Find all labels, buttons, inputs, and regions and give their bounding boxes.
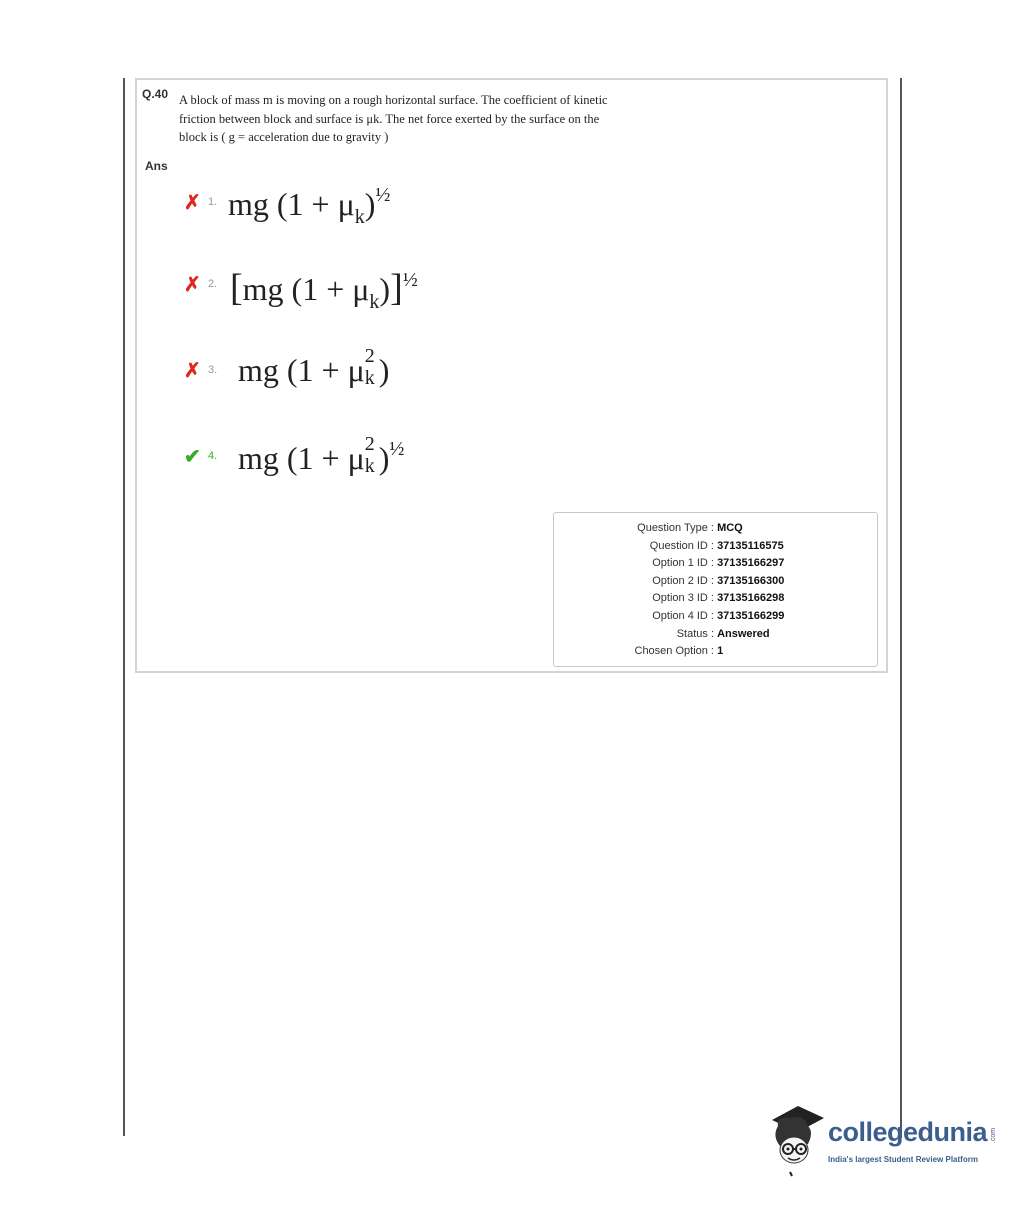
- wrong-icon: ✗: [184, 360, 201, 382]
- option-expression: mg $(1 + \mu_k)^{\frac{1}{2}}$: [228, 184, 391, 228]
- detail-row: Question ID : 37135116575: [649, 540, 784, 552]
- answer-label: Ans: [145, 159, 168, 173]
- detail-row: Option 4 ID : 37135166299: [652, 610, 785, 622]
- option-number: 3.: [208, 364, 218, 376]
- question-text-line: A block of mass m is moving on a rough horizontal surface. The coefficient of kinetic: [179, 93, 608, 107]
- collegedunia-logo: [768, 1102, 998, 1182]
- page-border-right: [900, 78, 902, 1138]
- option-expression: mg (1 + μ 2 k ): [238, 344, 390, 389]
- page-border-left: [123, 78, 125, 1136]
- detail-row: Option 3 ID : 37135166298: [652, 592, 785, 604]
- wrong-icon: ✗: [184, 192, 201, 214]
- question-text: [179, 91, 659, 147]
- detail-row: Status : Answered: [676, 628, 770, 640]
- brand-suffix: .com: [990, 1127, 998, 1144]
- brand-name: collegedunia: [828, 1117, 988, 1147]
- detail-row: Chosen Option : 1: [634, 645, 724, 657]
- option-number: 2.: [208, 278, 218, 290]
- question-number: Q.40: [142, 87, 169, 101]
- question-text-line: block is ( g = acceleration due to gravity ): [179, 130, 389, 144]
- brand-tagline: India's largest Student Review Platform: [828, 1155, 978, 1164]
- wrong-icon: ✗: [184, 274, 201, 296]
- detail-row: Option 1 ID : 37135166297: [652, 557, 785, 569]
- option-number: 4.: [208, 450, 218, 462]
- detail-row: Question Type : MCQ: [637, 522, 743, 534]
- option-number: 1.: [208, 196, 218, 208]
- check-icon: ✔: [184, 446, 201, 468]
- mascot-icon: [768, 1102, 826, 1177]
- question-details-panel: [553, 512, 878, 667]
- option-expression: mg (1 + μ 2 k )$^{\frac{1}{2}}$: [238, 432, 405, 477]
- option-expression: [mg $(1 + \mu_k)]^{\frac{1}{2}}$: [230, 267, 418, 313]
- detail-row: Option 2 ID : 37135166300: [652, 575, 785, 587]
- question-text-line: friction between block and surface is μk. The net force exerted by the surface on the: [179, 111, 600, 126]
